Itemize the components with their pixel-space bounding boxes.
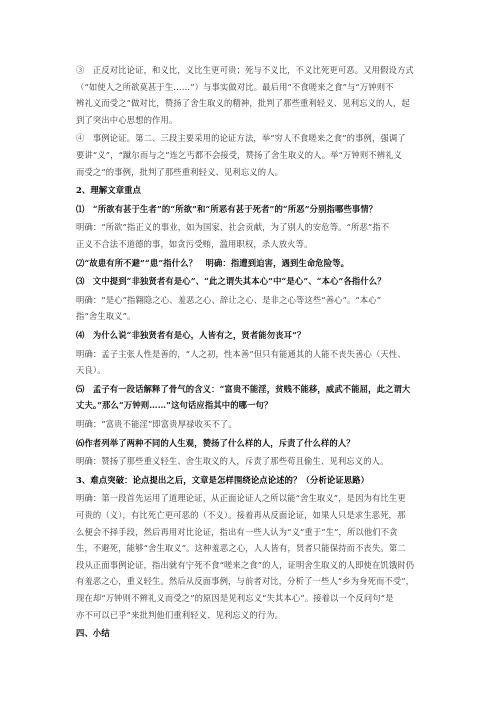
text-line: 丈夫。”那么“万钟则……”这句话应指其中的哪一句？ [76, 400, 273, 411]
answer-paragraph [76, 490, 440, 623]
question-paragraph [76, 327, 440, 344]
text-line: ⑷ 为什么说“非独贤者有是心，人皆有之，贤者能勿丧耳”？ [76, 330, 306, 340]
text-line: 正义不合法不道德的事，如贪污受贿，滥用职权，杀人放火等。 [76, 238, 313, 249]
question-paragraph [76, 435, 440, 452]
text-line: 明确：第一段首先运用了道理论证，从正面论证人之所以能“舍生取义”，是因为有比生更 [76, 493, 406, 504]
text-line: 明确：“所欲”指正义的事业，如为国家、社会贡献，为了别人的安危等。“所恶”指不 [76, 222, 390, 233]
text-line: 现在却“万钟则不辨礼义而受之”的原因是见利忘义“失其本心”。接着以一个反问句“是 [76, 592, 394, 603]
text-line: （“如使人之所欲莫甚于生……”）与事实做对比。最后用“不食嗟来之食”与“万钟则不 [76, 81, 394, 92]
text-line: 要讲“义”，“蹴尔而与之”连乞丐都不会接受，赞扬了舍生取义的人。举“万钟则不辨礼义 [76, 149, 403, 160]
question-paragraph [76, 273, 440, 290]
section-heading [76, 625, 440, 642]
text-line: 明确：孟子主张人性是善的，“人之初，性本善”但只有能通其的人能不丧失善心（天性、 [76, 348, 406, 359]
text-line: 么便会不择手段，然后再用对比论证，指出有一些人认为“义”重于“生”，所以他们不贪 [76, 526, 398, 537]
text-line: ⑹作者列举了两种不同的人生观，赞扬了什么样的人，斥责了什么样的人？ [76, 437, 355, 448]
section-heading [76, 472, 440, 489]
text-line: ③ 正反对比论证，和义比，义比生更可贵；死与不义比，不义比死更可恶。又用假设方式 [76, 65, 414, 75]
text-line: 指“舍生取义”。 [76, 311, 136, 322]
question-paragraph [76, 201, 440, 218]
text-line: 四、小结 [76, 628, 110, 639]
text-line: 段从正面事例论证，指出就有宁死不食“嗟来之食”的人，证明舍生取义的人即使在饥饿时仍 [76, 559, 415, 570]
text-line: 到了突出中心思想的作用。 [76, 114, 178, 125]
text-line: ⑸ 孟子有一段话解释了骨气的含义：“富贵不能淫，贫贱不能移，威武不能屈，此之谓大 [76, 383, 411, 394]
text-line: ⑶ 文中提到“非独贤者有是心”、“此之谓失其本心”中“是心”、“本心”各指什么？ [76, 276, 386, 287]
text-line: ④ 事例论证。第二、三段主要采用的论证方法，举“穷人不食嗟来之食”的事例，强调了 [76, 133, 406, 144]
section-heading [76, 182, 440, 199]
text-line: 明确：赞扬了那些重义轻生、舍生取义的人，斥责了那些苟且偷生、见利忘义的人。 [76, 456, 389, 467]
text-line: 明确：“富贵不能淫”即富贵厚禄收买不了。 [76, 419, 237, 429]
text-line: 有羞恶之心，重义轻生。然后从反面事例，与前者对比，分析了一些人“乡为身死而不受”， [76, 576, 415, 587]
answer-paragraph [76, 453, 440, 470]
question-paragraph [76, 255, 440, 272]
text-line: 3、难点突破：论点提出之后，文章是怎样围绕论点论述的？（分析论证思路） [76, 474, 370, 485]
text-line: 而受之”的事例，批判了那些重利轻义、见利忘义的人。 [76, 166, 284, 177]
answer-paragraph [76, 346, 440, 379]
answer-paragraph [76, 130, 440, 180]
text-line: ⑵“故患有所不避”“患”指什么？ 明确：指遭到迫害，遇到生命危险等。 [76, 257, 350, 268]
text-line: 2、理解文章重点 [76, 185, 142, 196]
text-line: 亦不可以已乎”来批判他们重利轻义、见利忘义的行为。 [76, 609, 284, 620]
text-line: ⑴ “所欲有甚于生者”的“所欲”和“所恶有甚于死者”的“所恶”分别指哪些事情？ [76, 203, 378, 214]
answer-paragraph [76, 219, 440, 252]
answer-paragraph [76, 416, 440, 433]
answer-paragraph [76, 292, 440, 325]
question-paragraph [76, 381, 440, 414]
text-line: 可贵的（义），有比死亡更可恶的（不义）。接着再从反面论证，如果人只是求生恶死，那 [76, 509, 406, 520]
text-line: 天良）。 [76, 365, 106, 376]
text-line: 明确：“是心”指翱隐之心、羞恶之心、辞让之心、是非之心等这些“善心”。“本心” [76, 294, 382, 305]
answer-paragraph [76, 62, 440, 128]
text-line: 辨礼义而受之”做对比，赞扬了舍生取义的精神，批判了那些重利轻义、见利忘义的人，起 [76, 98, 410, 109]
text-line: 生，不避死，能够“舍生取义”。这种羞恶之心，人人皆有，贤者只能保持而不丧失。第二 [76, 543, 406, 554]
